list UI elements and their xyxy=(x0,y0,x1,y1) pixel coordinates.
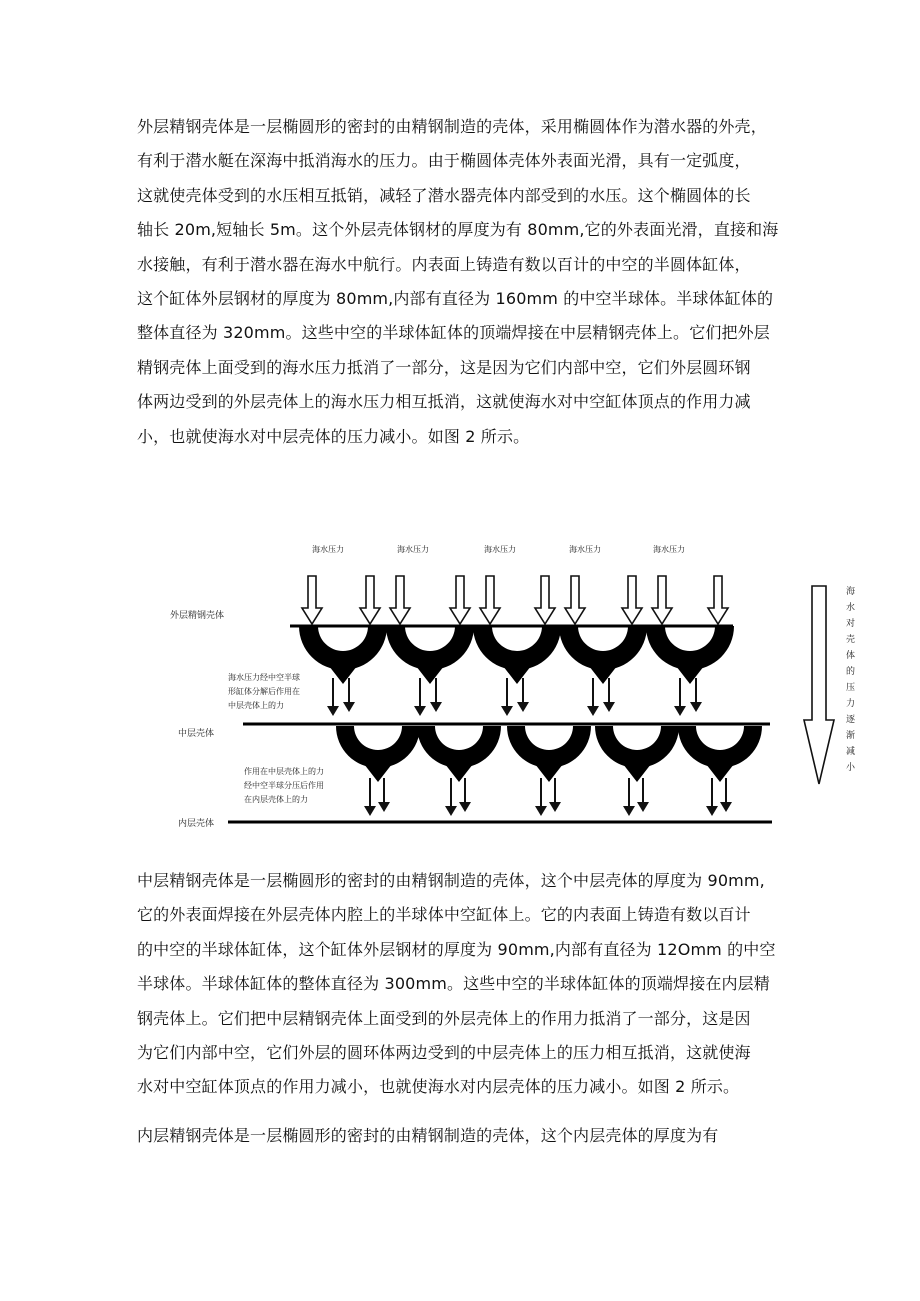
outer-cylinder xyxy=(559,626,647,670)
pressure-arrow xyxy=(450,576,470,624)
decreasing-pressure-arrow xyxy=(804,586,834,784)
text-line: 钢壳体上。它们把中层精钢壳体上面受到的外层壳体上的作用力抵消了一部分，这是因 xyxy=(137,1008,751,1028)
pressure-label: 海水压力 xyxy=(397,545,429,554)
force-arrow-head xyxy=(343,702,355,712)
outer-cylinder xyxy=(386,626,474,670)
force-arrow-head xyxy=(720,802,732,812)
text-line: 内层精钢壳体是一层椭圆形的密封的由精钢制造的壳体，这个内层壳体的厚度为有 xyxy=(137,1126,719,1145)
text-line: 有利于潜水艇在深海中抵消海水的压力。由于椭圆体壳体外表面光滑，具有一定弧度， xyxy=(137,151,751,171)
pressure-arrow xyxy=(622,576,642,624)
side-text-char: 压 xyxy=(846,683,856,693)
paragraph-inner-shell xyxy=(137,1119,787,1153)
force-arrow-head xyxy=(378,802,390,812)
force-arrow-head xyxy=(517,702,529,712)
note-text-2: 作用在中层壳体上的力 xyxy=(244,767,324,776)
note-text-2: 经中空半球分压后作用 xyxy=(244,781,324,790)
middle-cylinder xyxy=(507,726,591,768)
force-arrow-head xyxy=(430,702,442,712)
pressure-arrow xyxy=(708,576,728,624)
text-line: 半球体。半球体缸体的整体直径为 300mm。这些中空的半球体缸体的顶端焊接在内层精 xyxy=(137,974,770,994)
text-line: 中层精钢壳体是一层椭圆形的密封的由精钢制造的壳体，这个中层壳体的厚度为 90mm, xyxy=(137,871,765,890)
middle-cylinder-tip xyxy=(706,764,734,782)
text-line: 水对中空缸体顶点的作用力减小，也就使海水对内层壳体的压力减小。如图 2 所示。 xyxy=(137,1077,740,1097)
note-text-1: 海水压力经中空半球 xyxy=(228,673,300,682)
force-arrow-head xyxy=(623,806,635,816)
side-text-char: 对 xyxy=(846,619,856,629)
side-text-char: 海 xyxy=(846,587,856,597)
text-line: 它的外表面焊接在外层壳体内腔上的半球体中空缸体上。它的内表面上铸造有数以百计 xyxy=(137,905,751,925)
force-arrow-head xyxy=(637,802,649,812)
outer-shell-label: 外层精钢壳体 xyxy=(170,611,225,621)
text-line: 的中空的半球体缸体，这个缸体外层钢材的厚度为 90mm,内部有直径为 12Omm 的中空 xyxy=(137,939,776,959)
middle-cylinder xyxy=(678,726,762,768)
side-text-char: 小 xyxy=(846,763,856,773)
pressure-arrow xyxy=(565,576,585,624)
middle-cylinder xyxy=(336,726,420,768)
outer-cylinder xyxy=(299,626,387,670)
pressure-label: 海水压力 xyxy=(312,545,344,554)
force-arrow-head xyxy=(414,706,426,716)
note-text-1: 形缸体分解后作用在 xyxy=(228,687,300,696)
text-line: 轴长 20m,短轴长 5m。这个外层壳体钢材的厚度为有 80mm,它的外表面光滑，直接和海 xyxy=(137,220,779,240)
text-line: 外层精钢壳体是一层椭圆形的密封的由精钢制造的壳体，采用椭圆体作为潜水器的外壳， xyxy=(137,117,767,136)
force-arrow-head xyxy=(674,706,686,716)
pressure-label: 海水压力 xyxy=(569,545,601,554)
middle-cylinder xyxy=(595,726,679,768)
pressure-arrow xyxy=(360,576,380,624)
middle-shell-label: 中层壳体 xyxy=(178,729,215,739)
paragraph-outer-shell xyxy=(137,110,787,454)
text-line: 这就使壳体受到的水压相互抵销，减轻了潜水器壳体内部受到的水压。这个椭圆体的长 xyxy=(137,185,751,205)
force-arrow-head xyxy=(445,806,457,816)
force-arrow-head xyxy=(327,706,339,716)
note-text-1: 中层壳体上的力 xyxy=(228,701,284,710)
force-arrow-head xyxy=(535,806,547,816)
middle-cylinder xyxy=(417,726,501,768)
outer-cylinder xyxy=(473,626,561,670)
force-arrow-head xyxy=(706,806,718,816)
force-arrow-head xyxy=(501,706,513,716)
text-line: 体两边受到的外层壳体上的海水压力相互抵消，这就使海水对中空缸体顶点的作用力减 xyxy=(137,392,751,412)
note-text-2: 在内层壳体上的力 xyxy=(244,795,308,804)
outer-cylinder xyxy=(646,626,734,670)
pressure-arrow xyxy=(652,576,672,624)
side-text-char: 减 xyxy=(846,747,856,757)
pressure-arrow xyxy=(390,576,410,624)
side-text-char: 水 xyxy=(846,603,856,613)
force-arrow-head xyxy=(603,702,615,712)
middle-cylinder-tip xyxy=(623,764,651,782)
pressure-arrow xyxy=(302,576,322,624)
side-text-char: 体 xyxy=(846,651,856,661)
middle-cylinder-tip xyxy=(364,764,392,782)
pressure-arrow xyxy=(480,576,500,624)
pressure-arrow xyxy=(535,576,555,624)
force-arrow-head xyxy=(364,806,376,816)
text-line: 精钢壳体上面受到的海水压力抵消了一部分，这是因为它们内部中空，它们外层圆环钢 xyxy=(137,357,751,377)
force-arrow-head xyxy=(549,802,561,812)
text-line: 为它们内部中空，它们外层的圆环体两边受到的中层壳体上的压力相互抵消，这就使海 xyxy=(137,1042,751,1062)
text-line: 水接触，有利于潜水器在海水中航行。内表面上铸造有数以百计的中空的半圆体缸体， xyxy=(137,254,751,274)
side-text-char: 壳 xyxy=(846,635,856,645)
force-arrow-head xyxy=(459,802,471,812)
figure-2-shell-diagram xyxy=(0,520,920,840)
text-line: 小，也就使海水对中层壳体的压力减小。如图 2 所示。 xyxy=(137,426,530,446)
force-arrow-head xyxy=(690,702,702,712)
side-text-char: 逐 xyxy=(846,715,856,725)
text-line: 整体直径为 320mm。这些中空的半球体缸体的顶端焊接在中层精钢壳体上。它们把外层 xyxy=(137,323,770,343)
inner-shell-label: 内层壳体 xyxy=(178,819,215,829)
side-text-char: 的 xyxy=(846,667,856,677)
pressure-label: 海水压力 xyxy=(484,545,516,554)
side-text-char: 力 xyxy=(846,699,856,709)
paragraph-middle-shell xyxy=(137,864,787,1105)
text-line: 这个缸体外层钢材的厚度为 80mm,内部有直径为 160mm 的中空半球体。半球体缸体的 xyxy=(137,288,774,308)
pressure-label: 海水压力 xyxy=(653,545,685,554)
force-arrow-head xyxy=(587,706,599,716)
middle-cylinder-tip xyxy=(445,764,473,782)
side-text-char: 渐 xyxy=(846,731,856,741)
middle-cylinder-tip xyxy=(535,764,563,782)
